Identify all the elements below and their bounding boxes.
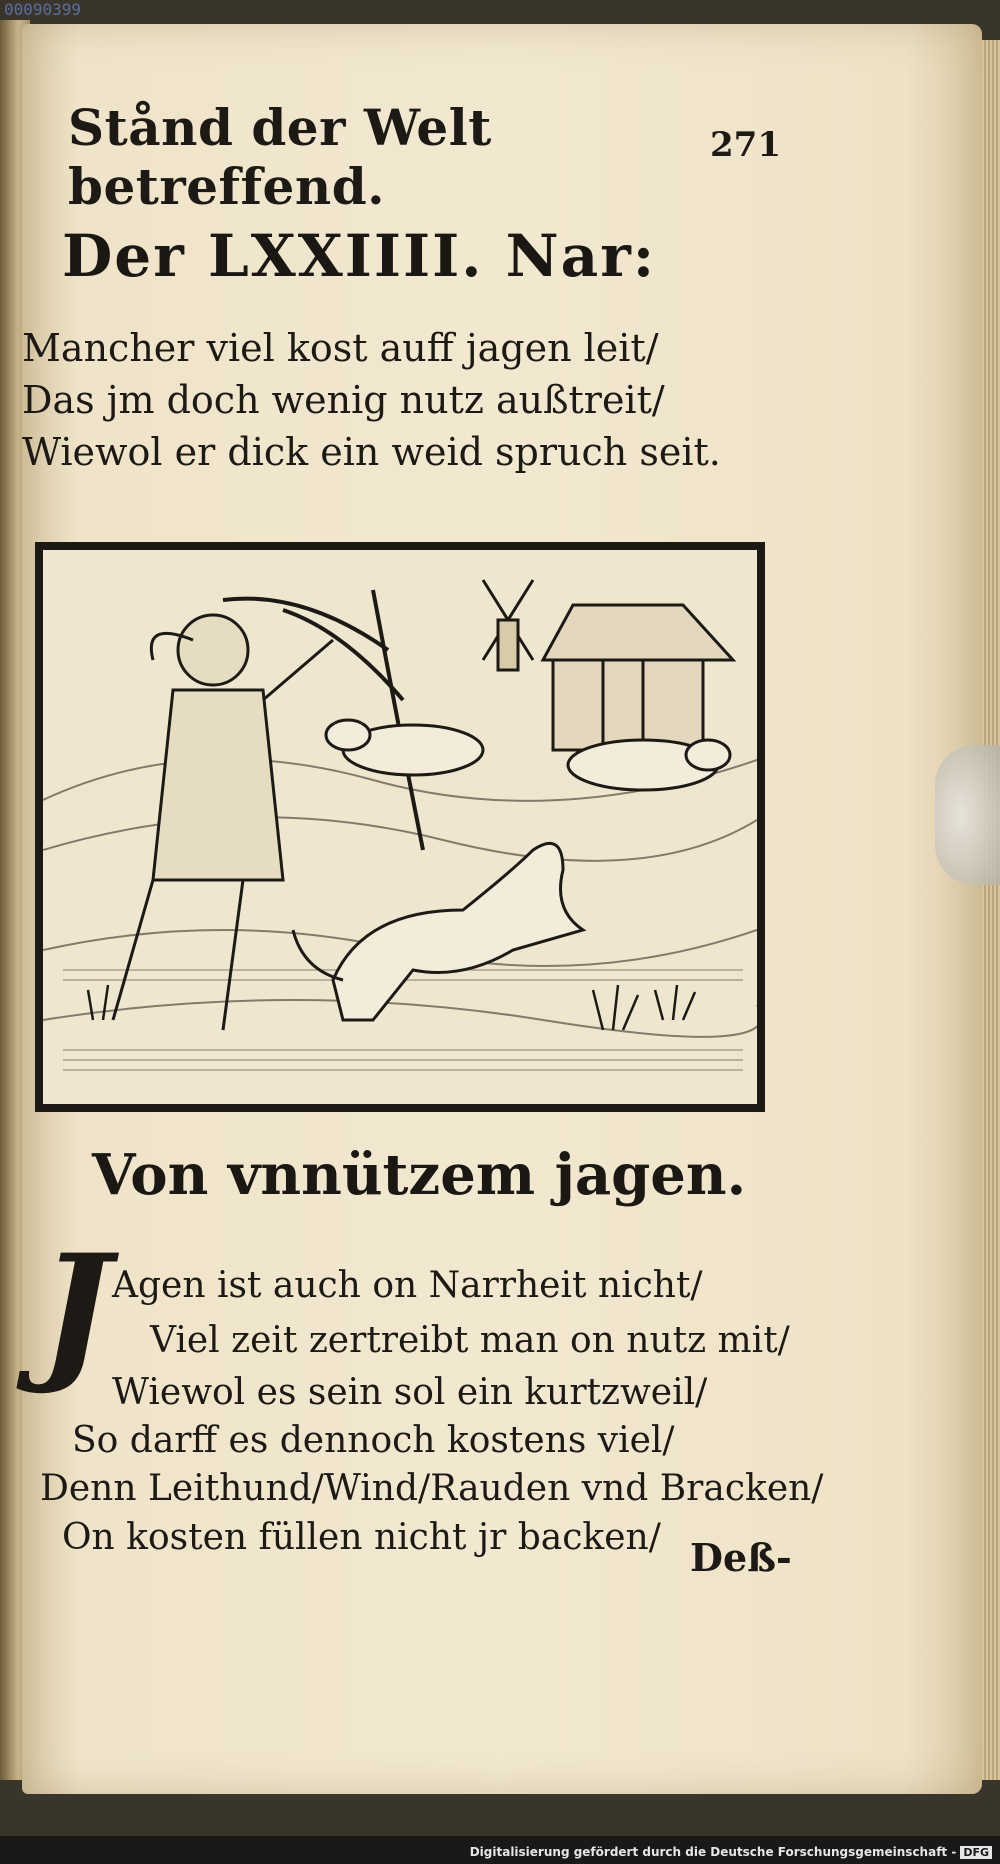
- verse-line: So darff es dennoch kostens viel/: [72, 1420, 675, 1461]
- section-subtitle: Von vnnützem jagen.: [92, 1142, 747, 1208]
- verse-line: On kosten füllen nicht jr backen/: [62, 1517, 661, 1558]
- dfg-logo: DFG: [960, 1846, 992, 1859]
- decorated-initial: J: [40, 1222, 111, 1398]
- verse-line: Denn Leithund/Wind/Rauden vnd Bracken/: [40, 1468, 824, 1509]
- chapter-heading: Der LXXIIII. Nar:: [62, 222, 657, 290]
- motto-block: [22, 322, 721, 478]
- running-head: Stånd der Welt betreffend.: [68, 98, 492, 216]
- woodcut-illustration: [35, 542, 765, 1112]
- page-clip: [935, 745, 1000, 885]
- page-number: 271: [710, 125, 781, 165]
- catchword: Deß-: [690, 1535, 792, 1580]
- motto-line: Das jm doch wenig nutz außtreit/: [22, 378, 665, 422]
- scan-id: 00090399: [4, 0, 82, 19]
- house-drawing: [543, 605, 733, 750]
- footer-credit: [470, 1845, 992, 1859]
- verse-line: Viel zeit zertreibt man on nutz mit/: [150, 1320, 790, 1361]
- footer-bar: [0, 1836, 1000, 1864]
- motto-line: Mancher viel kost auff jagen leit/: [22, 326, 659, 370]
- motto-line: Wiewol er dick ein weid spruch seit.: [22, 430, 721, 474]
- verse-line: Wiewol es sein sol ein kurtzweil/: [112, 1372, 708, 1413]
- footer-credit-text: Digitalisierung gefördert durch die Deutsche Forschungsgemeinschaft -: [469, 1845, 957, 1859]
- verse-line: Agen ist auch on Narrheit nicht/: [112, 1265, 703, 1306]
